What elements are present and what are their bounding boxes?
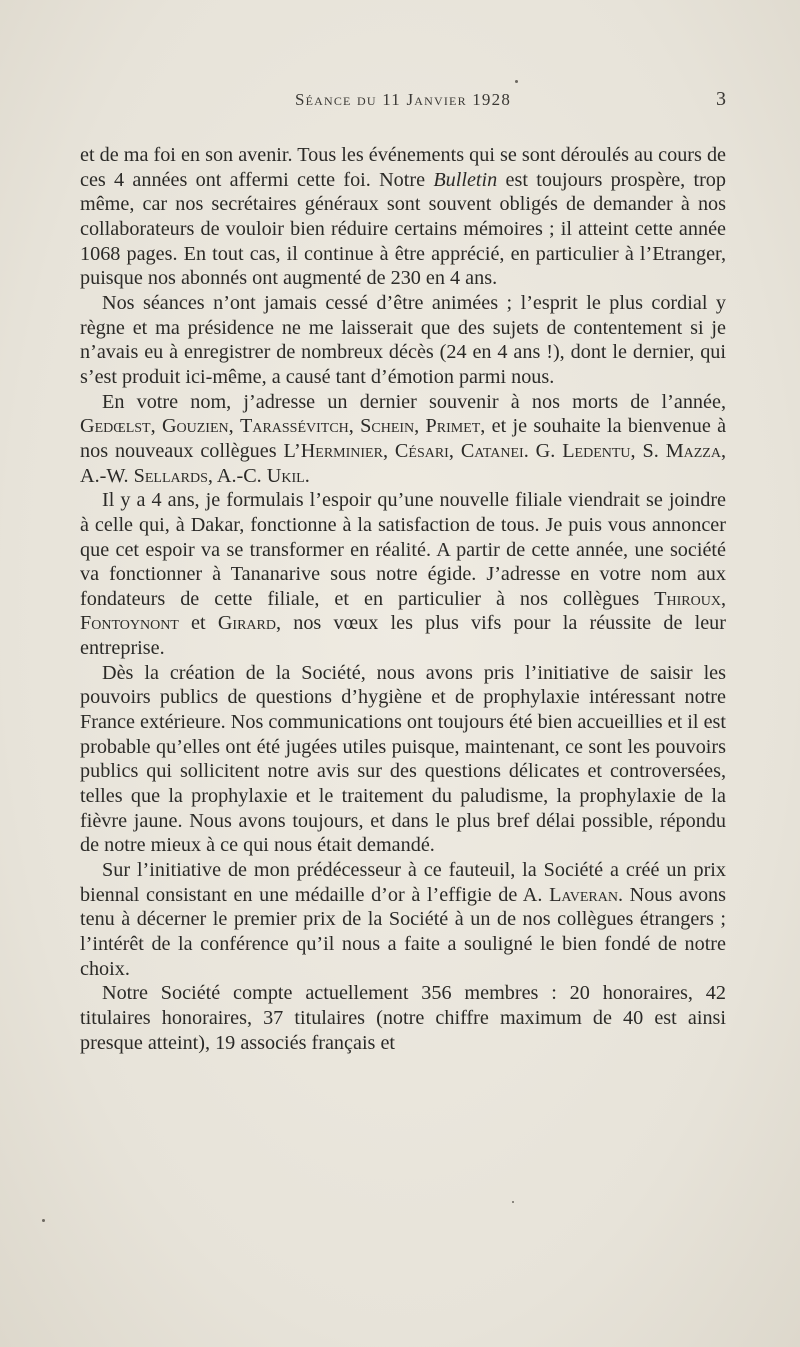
proper-name: Fontoynont (80, 612, 179, 635)
text-run: , (720, 587, 726, 610)
text-run: , et je souhaite la bienvenue à nos nouveaux collègues L’ (80, 415, 727, 462)
text-run: , nos vœux les plus vifs pour la réussite de leur entreprise. (80, 612, 726, 660)
proper-name: Primet (425, 415, 481, 438)
text-run: En votre nom, j’adresse un dernier souvenir à nos morts de l’année, (102, 390, 726, 413)
body-text (80, 143, 726, 1055)
proper-name: Ukil (266, 464, 305, 487)
italic-title: Bulletin (433, 168, 498, 191)
text-run: , (150, 415, 162, 438)
proper-name: Catanei (460, 439, 524, 462)
text-run: , (228, 415, 240, 438)
text-run: Notre Société compte actuellement 356 membres : 20 honoraires, 42 titulaires honoraires, 37 titulaires (notre chiffre maximum de 40 est ainsi presque atteint), 19 associés français et (80, 982, 726, 1054)
proper-name: Gedœlst (80, 415, 151, 438)
text-run: Nos séances n’ont jamais cessé d’être animées ; l’esprit le plus cordial y règne et ma présidence ne me laisserait que des sujets de contentement si je n’avais eu à enregistrer de nombreux décès (24 en 4 ans !), dont le dernier, qui s’est produit ici-même, a causé tant d’émotion parmi nous. (80, 291, 726, 388)
proper-name: Sellards (133, 464, 208, 487)
paragraph (80, 858, 726, 981)
text-run: . G. (523, 439, 563, 462)
paragraph (80, 661, 726, 858)
paragraph (80, 488, 726, 661)
running-title: Séance du 11 Janvier 1928 (294, 90, 512, 109)
text-run: Dès la création de la Société, nous avons pris l’initiative de saisir les pouvoirs publics de questions d’hygiène et de prophylaxie intéressant notre France extérieure. Nos communications ont toujours été bien accueillies et il est probable qu’elles ont été jugées utiles puisque, maintenant, ce sont les pouvoirs publics qui sollicitent notre avis sur des questions délicates et controversées, telles que la prophylaxie et le traitement du paludisme, la prophylaxie de la fièvre jaune. Nous avons toujours, et dans le plus bref délai possible, répondu de notre mieux à ce qui nous était demandé. (80, 661, 726, 857)
text-run: . Nous avons tenu à décerner le premier prix de la Société à un de nos collègues étrangers ; l’intérêt de la conférence qu’il nous a faite a souligné le bien fondé de notre choix. (80, 883, 726, 980)
proper-name: Herminier (300, 439, 383, 462)
paragraph (80, 390, 726, 489)
proper-name: Tarassévitch (240, 415, 349, 438)
text-run: Sur l’initiative de mon prédécesseur à ce fauteuil, la Société a créé un prix biennal consistant en une médaille d’or à l’effigie de A. (80, 859, 726, 906)
page-number: 3 (716, 88, 726, 110)
text-run: , (382, 439, 395, 462)
proper-name: Césari (394, 439, 449, 462)
paragraph (80, 143, 726, 291)
text-run: et de ma foi en son avenir. Tous les événements qui se sont déroulés au cours de ces 4 années ont affermi cette foi. Notre (80, 144, 726, 191)
paragraph (80, 291, 726, 390)
paragraph (80, 981, 726, 1055)
proper-name: Girard (217, 612, 276, 635)
paper-speck (42, 1219, 45, 1222)
text-run: Il y a 4 ans, je formulais l’espoir qu’une nouvelle filiale viendrait se joindre à celle qui, à Dakar, fonctionne à la satisfaction de tous. Je puis vous annoncer que cet espoir va se transformer en réalité. A partir de cette année, une société va fonctionner à Tananarive sous notre égide. J’adresse en votre nom aux fondateurs de cette filiale, et en particulier à nos collègues (80, 489, 726, 610)
paper-speck (515, 80, 518, 83)
text-run: . (304, 464, 310, 487)
text-run: est toujours prospère, trop même, car nos secrétaires généraux sont souvent obligés de demander à nos collaborateurs de vouloir bien réduire certains mémoires ; il atteint cette année 1068 pages. En tout cas, il continue à être apprécié, en particulier à l’Etranger, puisque nos abonnés ont augmenté de 230 en 4 ans. (80, 168, 726, 290)
text-run: , S. (630, 439, 666, 462)
running-head (80, 90, 726, 120)
proper-name: Mazza (665, 439, 721, 462)
proper-name: Schein (360, 415, 415, 438)
proper-name: Ledentu (562, 439, 631, 462)
text-run: et (178, 612, 218, 635)
text-run: , A.-W. (80, 439, 727, 487)
proper-name: Gouzien (161, 415, 229, 438)
text-run: , A.-C. (207, 464, 267, 487)
proper-name: Thiroux (654, 587, 721, 610)
text-run: , (448, 439, 461, 462)
text-run: , (414, 415, 426, 438)
proper-name: Laveran (549, 883, 618, 906)
paper-speck (512, 1201, 514, 1203)
text-run: , (348, 415, 361, 438)
